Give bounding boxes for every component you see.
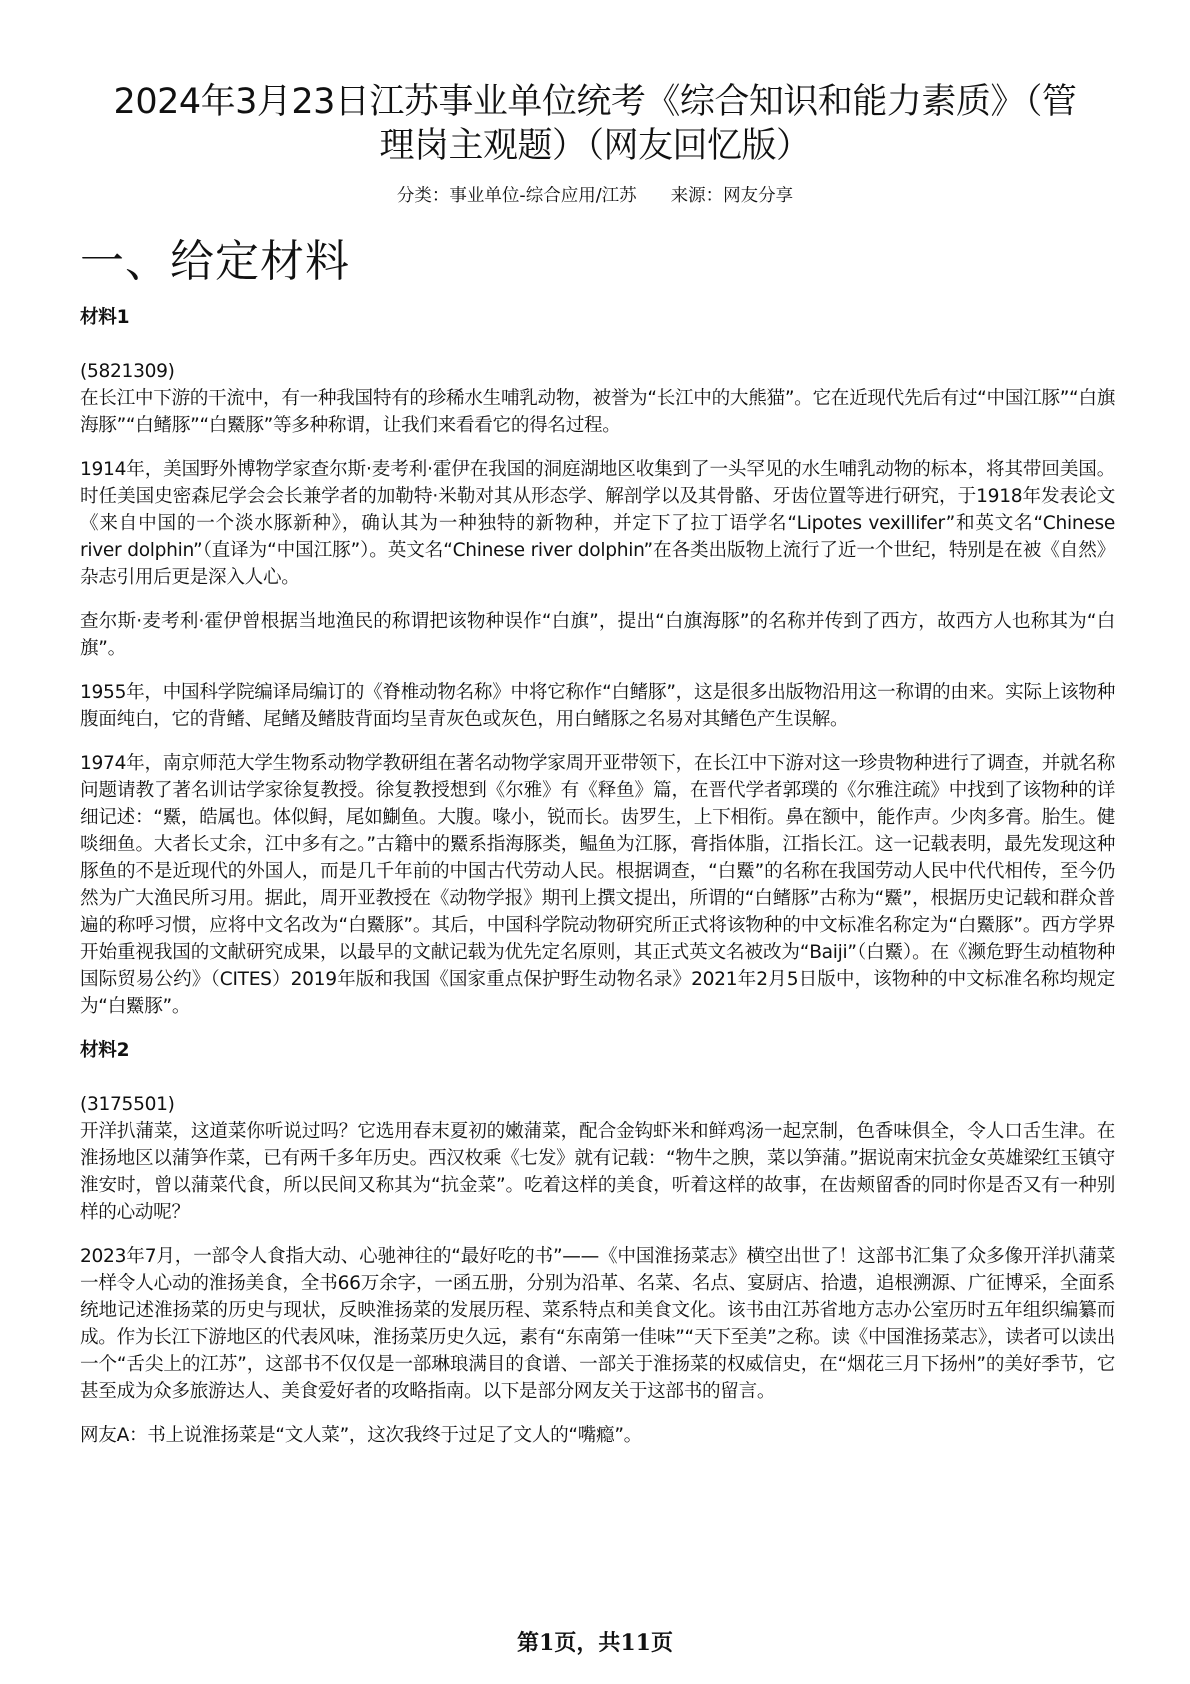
material-1-paragraph: 查尔斯·麦考利·霍伊曾根据当地渔民的称谓把该物种误作“白旗”，提出“白旗海豚”的名称并传到了西方，故西方人也称其为“白旗”。: [80, 611, 1115, 659]
material-1-paragraph: 在长江中下游的干流中，有一种我国特有的珍稀水生哺乳动物，被誉为“长江中的大熊猫”。它在近现代先后有过“中国江豚”“白旗海豚”“白鳍豚”“白鱀豚”等多种称谓，让我们来看看它的得名过程。: [80, 388, 1115, 436]
material-2-title: 材料2: [80, 1040, 130, 1061]
material-2-paragraph: 2023年7月，一部令人食指大动、心驰神往的“最好吃的书”——《中国淮扬菜志》横空出世了！这部书汇集了众多像开洋扒蒲菜一样令人心动的淮扬美食，全书66万余字，一函五册，分别为沿革、名菜、名点、宴厨店、拾遗，追根溯源、广征博采，全面系统地记述淮扬菜的历史与现状，反映淮扬菜的发展历程、菜系特点和美食文化。该书由江苏省地方志办公室历时五年组织编纂而成。作为长江下游地区的代表风味，淮扬菜历史久远，素有“东南第一佳味”“天下至美”之称。读《中国淮扬菜志》，读者可以读出一个“舌尖上的江苏”，这部书不仅仅是一部琳琅满目的食谱、一部关于淮扬菜的权威信史，在“烟花三月下扬州”的美好季节，它甚至成为众多旅游达人、美食爱好者的攻略指南。以下是部分网友关于这部书的留言。: [80, 1246, 1115, 1402]
material-1-paragraph: 1955年，中国科学院编译局编订的《脊椎动物名称》中将它称作“白鳍豚”，这是很多出版物沿用这一称谓的由来。实际上该物种腹面纯白，它的背鳍、尾鳍及鳍肢背面均呈青灰色或灰色，用白鳍豚之名易对其鳍色产生误解。: [80, 682, 1115, 730]
material-2-paragraph: 网友A：书上说淮扬菜是“文人菜”，这次我终于过足了文人的“嘴瘾”。: [80, 1425, 642, 1446]
document-title: [80, 80, 1110, 168]
material-2: [80, 1037, 1115, 1449]
material-2-paragraph: 开洋扒蒲菜，这道菜你听说过吗？它选用春末夏初的嫩蒲菜，配合金钩虾米和鲜鸡汤一起烹制，色香味俱全，令人口舌生津。在淮扬地区以蒲笋作菜，已有两千多年历史。西汉枚乘《七发》就有记载：“物牛之腴，菜以笋蒲。”据说南宋抗金女英雄梁红玉镇守淮安时，曾以蒲菜代食，所以民间又称其为“抗金菜”。吃着这样的美食，听着这样的故事，在齿颊留香的同时你是否又有一种别样的心动呢？: [80, 1121, 1115, 1223]
document-title-line-2: 理岗主观题）（网友回忆版）: [379, 126, 811, 166]
document-category: 分类：事业单位-综合应用/江苏: [396, 186, 637, 206]
material-2-code: (3175501): [80, 1094, 175, 1115]
document-source: 来源：网友分享: [670, 186, 794, 206]
document-meta: [80, 184, 1110, 208]
material-1-paragraph: 1974年，南京师范大学生物系动物学教研组在著名动物学家周开亚带领下，在长江中下游对这一珍贵物种进行了调查，并就名称问题请教了著名训诂学家徐复教授。徐复教授想到《尔雅》有《释鱼》篇，在晋代学者郭璞的《尔雅注疏》中找到了该物种的详细记述：“鱀，皓属也。体似鲟，尾如鯯鱼。大腹。喙小，锐而长。齿罗生，上下相衔。鼻在额中，能作声。少肉多膏。胎生。健啖细鱼。大者长丈余，江中多有之。”古籍中的鱀系指海豚类，鳁鱼为江豚，膏指体脂，江指长江。这一记载表明，最先发现这种豚鱼的不是近现代的外国人，而是几千年前的中国古代劳动人民。根据调查，“白鱀”的名称在我国劳动人民中代代相传，至今仍然为广大渔民所习用。据此，周开亚教授在《动物学报》期刊上撰文提出，所谓的“白鳍豚”古称为“鱀”，根据历史记载和群众普遍的称呼习惯，应将中文名改为“白鱀豚”。其后，中国科学院动物研究所正式将该物种的中文标准名称定为“白鱀豚”。西方学界开始重视我国的文献研究成果，以最早的文献记载为优先定名原则，其正式英文名被改为“Baiji”（白鱀）。在《濒危野生动植物种国际贸易公约》（CITES）2019年版和我国《国家重点保护野生动物名录》2021年2月5日版中，该物种的中文标准名称均规定为“白鱀豚”。: [80, 753, 1115, 1017]
page-number: 第1页，共11页: [517, 1630, 673, 1656]
material-1-title: 材料1: [80, 307, 130, 328]
material-1-code: (5821309): [80, 361, 175, 382]
document-body: [80, 304, 1115, 1466]
document-title-line-1: 2024年3月23日江苏事业单位统考《综合知识和能力素质》（管: [113, 82, 1077, 122]
material-1-paragraph: 1914年，美国野外博物学家查尔斯·麦考利·霍伊在我国的洞庭湖地区收集到了一头罕见的水生哺乳动物的标本，将其带回美国。时任美国史密森尼学会会长兼学者的加勒特·米勒对其从形态学、解剖学以及其骨骼、牙齿位置等进行研究，于1918年发表论文《来自中国的一个淡水豚新种》，确认其为一种独特的新物种，并定下了拉丁语学名“Lipotes vexillifer”和英文名“Chinese river dolphin”（直译为“中国江豚”）。英文名“Chinese river dolphin”在各类出版物上流行了近一个世纪，特别是在被《自然》杂志引用后更是深入人心。: [80, 459, 1115, 588]
material-1: [80, 304, 1115, 1020]
section-heading: 一、给定材料: [80, 236, 350, 287]
